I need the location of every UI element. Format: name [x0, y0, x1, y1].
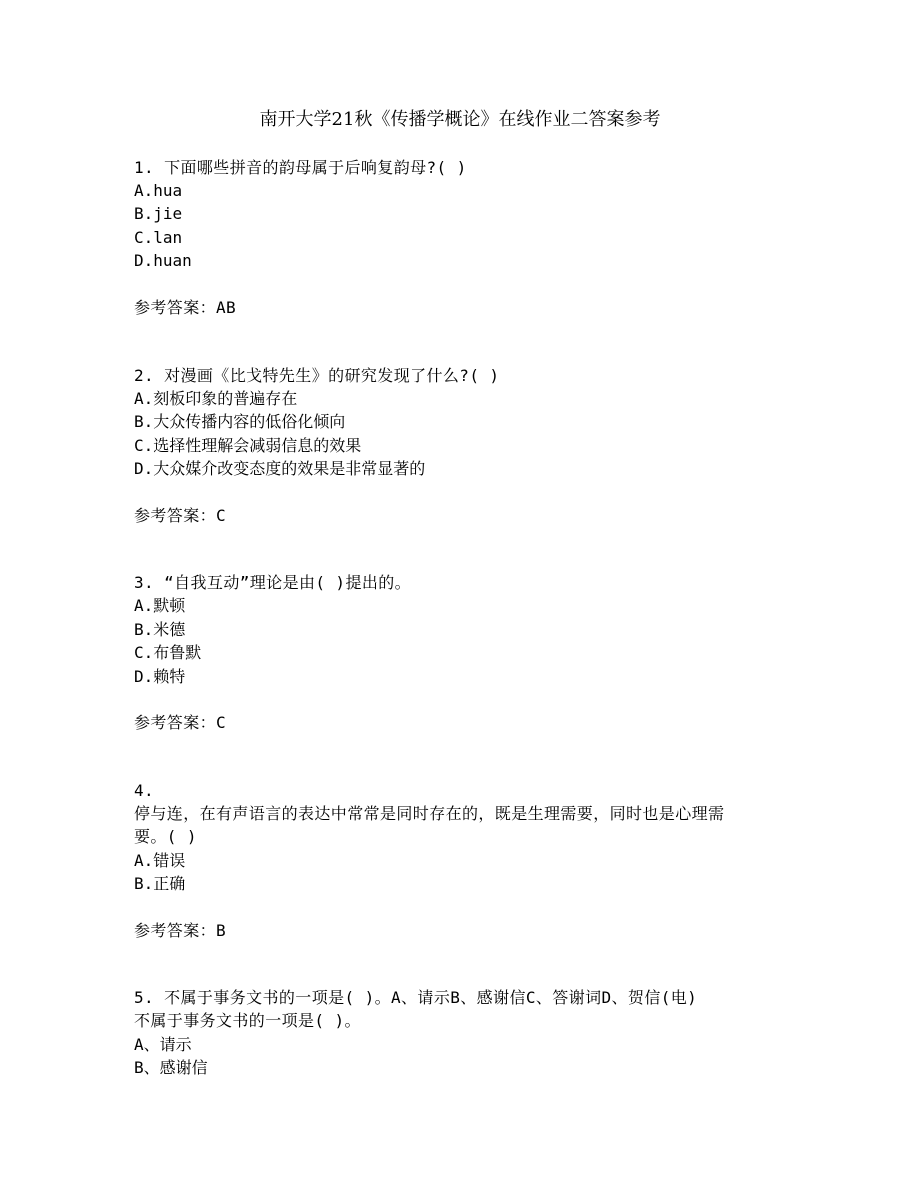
question-3-answer: 参考答案：C	[134, 713, 227, 732]
question-1-option-c: C.lan	[134, 228, 183, 247]
question-4-stem-line-2: 要。( )	[134, 827, 197, 846]
question-5-stem-line-1: 5. 不属于事务文书的一项是( )。A、请示B、感谢信C、答谢词D、贺信(电)	[134, 988, 698, 1007]
question-3-option-a: A.默顿	[134, 596, 186, 615]
question-4-stem-line-1: 停与连，在有声语言的表达中常常是同时存在的，既是生理需要，同时也是心理需	[134, 804, 725, 823]
question-1-option-a: A.hua	[134, 181, 183, 200]
question-1-option-b: B.jie	[134, 204, 183, 223]
question-2-option-a: A.刻板印象的普遍存在	[134, 389, 298, 408]
question-1-answer: 参考答案：AB	[134, 298, 237, 317]
question-2-stem: 2. 对漫画《比戈特先生》的研究发现了什么?( )	[134, 366, 500, 385]
document-title: 南开大学21秋《传播学概论》在线作业二答案参考	[259, 109, 661, 130]
question-3-stem: 3. “自我互动”理论是由( )提出的。	[134, 573, 412, 592]
question-5-option-a: A、请示	[134, 1035, 192, 1054]
question-4-number: 4.	[134, 781, 155, 800]
question-2-option-b: B.大众传播内容的低俗化倾向	[134, 412, 346, 431]
question-5-stem-line-2: 不属于事务文书的一项是( )。	[134, 1011, 361, 1030]
question-4-answer: 参考答案：B	[134, 921, 227, 940]
question-1-option-d: D.huan	[134, 251, 192, 270]
question-5-option-b: B、感谢信	[134, 1058, 208, 1077]
question-3-option-d: D.赖特	[134, 667, 186, 686]
question-2-answer: 参考答案：C	[134, 506, 227, 525]
question-1-stem: 1. 下面哪些拼音的韵母属于后响复韵母?( )	[134, 158, 467, 177]
question-3-option-b: B.米德	[134, 620, 186, 639]
question-4-option-b: B.正确	[134, 874, 186, 893]
question-2-option-d: D.大众媒介改变态度的效果是非常显著的	[134, 459, 426, 478]
question-2-option-c: C.选择性理解会减弱信息的效果	[134, 436, 362, 455]
question-3-option-c: C.布鲁默	[134, 643, 202, 662]
question-4-option-a: A.错误	[134, 851, 186, 870]
